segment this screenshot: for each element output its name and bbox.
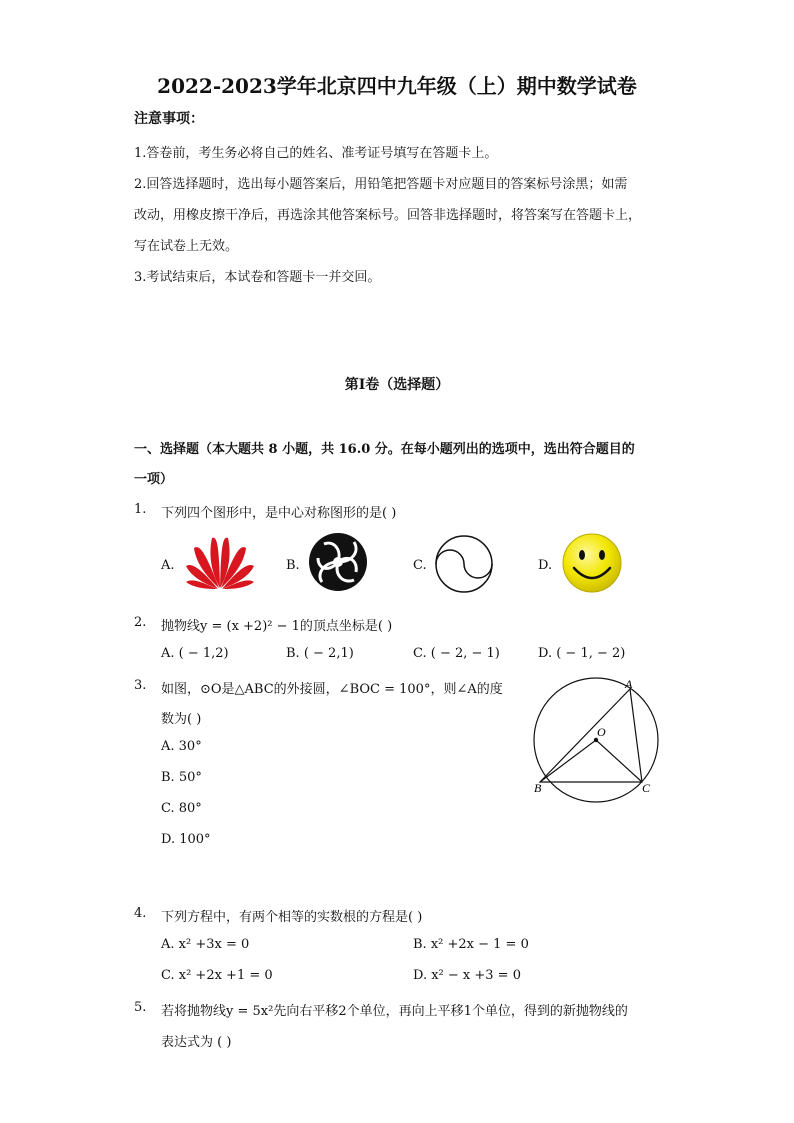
- part-heading-line1: 一、选择题（本大题共 8 小题，共 16.0 分。在每小题列出的选项中，选出符合题目的: [134, 442, 635, 457]
- question-number: 3.: [134, 678, 147, 693]
- note-item: 改动，用橡皮擦干净后，再选涂其他答案标号。回答非选择题时，将答案写在答题卡上，: [134, 208, 642, 223]
- page-title: 2022-2023学年北京四中九年级（上）期中数学试卷: [157, 74, 637, 98]
- question-text: 下列四个图形中，是中心对称图形的是( ): [161, 506, 397, 521]
- option-text: C. 80°: [161, 801, 202, 816]
- option-label: B.: [286, 558, 300, 573]
- smiley-face-image: [560, 532, 624, 594]
- option-label: C.: [413, 558, 427, 573]
- option-text: A. 30°: [161, 739, 202, 754]
- question-number: 5.: [134, 1000, 147, 1015]
- question-number: 4.: [134, 906, 147, 921]
- option-text: B. ( − 2,1): [286, 646, 354, 661]
- option-label: A.: [161, 558, 175, 573]
- option-text: D. 100°: [161, 832, 211, 847]
- option-text: D. x² − x +3 = 0: [413, 968, 521, 983]
- option-text: A. ( − 1,2): [161, 646, 229, 661]
- option-text: C. ( − 2, − 1): [413, 646, 500, 661]
- note-item: 3.考试结束后，本试卷和答题卡一并交回。: [134, 270, 381, 285]
- vertex-label-b: B: [534, 781, 542, 795]
- note-item: 写在试卷上无效。: [134, 239, 239, 254]
- huawei-logo-image: [184, 534, 256, 590]
- question-text: 抛物线y = (x +2)² − 1的顶点坐标是( ): [161, 619, 393, 634]
- option-text: B. 50°: [161, 770, 202, 785]
- swirl-logo-image: [308, 532, 368, 592]
- question-text: 下列方程中，有两个相等的实数根的方程是( ): [161, 910, 423, 925]
- circumcircle-figure: [526, 676, 666, 806]
- vertex-label-a: A: [625, 677, 633, 691]
- question-text-line2: 数为( ): [161, 712, 202, 727]
- part-heading-line2: 一项）: [134, 472, 174, 487]
- vertex-label-c: C: [642, 781, 651, 795]
- center-label-o: O: [597, 725, 606, 739]
- option-text: C. x² +2x +1 = 0: [161, 968, 273, 983]
- section-title: 第I卷（选择题）: [344, 377, 450, 393]
- question-number: 1.: [134, 502, 147, 517]
- question-text-line2: 表达式为 ( ): [161, 1035, 232, 1050]
- option-text: B. x² +2x − 1 = 0: [413, 937, 529, 952]
- note-item: 1.答卷前，考生务必将自己的姓名、准考证号填写在答题卡上。: [134, 146, 498, 161]
- option-text: D. ( − 1, − 2): [538, 646, 626, 661]
- notes-heading: 注意事项：: [134, 111, 204, 127]
- yin-yang-outline-image: [434, 534, 494, 594]
- option-text: A. x² +3x = 0: [161, 937, 250, 952]
- option-label: D.: [538, 558, 553, 573]
- question-number: 2.: [134, 615, 147, 630]
- note-item: 2.回答选择题时，选出每小题答案后，用铅笔把答题卡对应题目的答案标号涂黑；如需: [134, 177, 628, 192]
- question-text-line1: 如图，⊙O是△ABC的外接圆，∠BOC = 100°，则∠A的度: [161, 682, 503, 697]
- question-text-line1: 若将抛物线y = 5x²先向右平移2个单位，再向上平移1个单位，得到的新抛物线的: [161, 1004, 628, 1019]
